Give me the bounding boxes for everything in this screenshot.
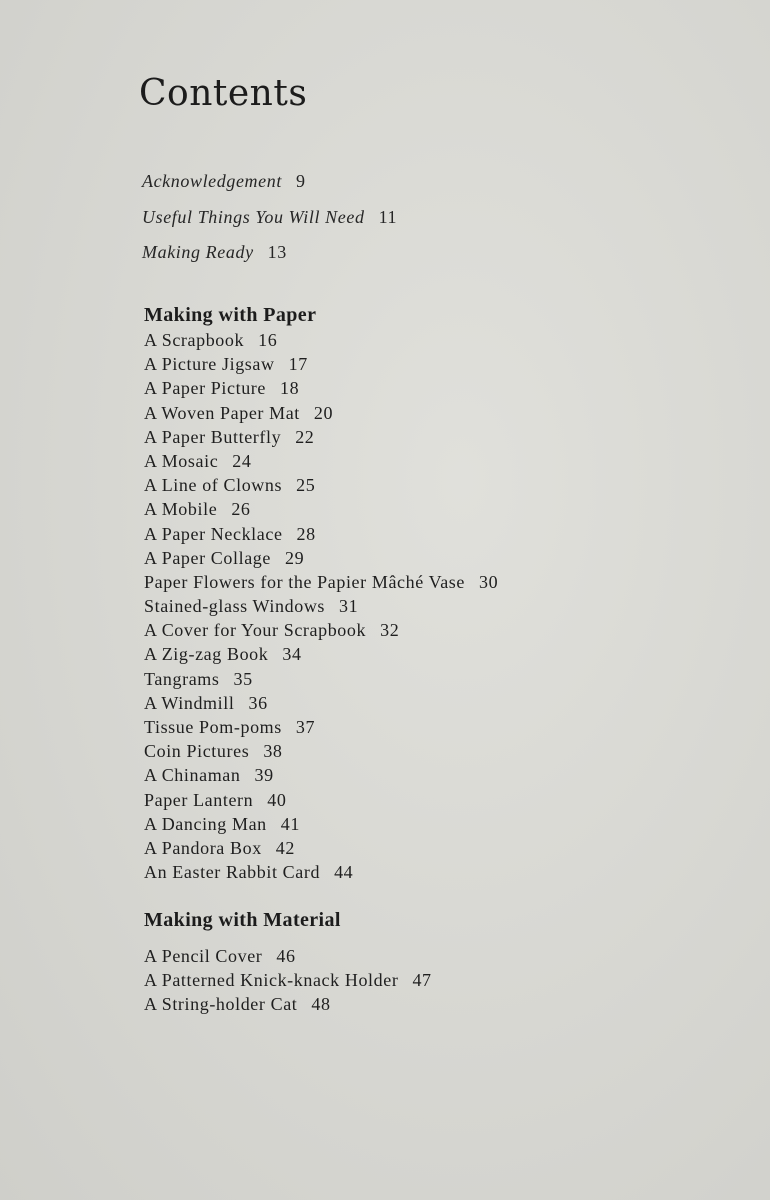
- entry-title: An Easter Rabbit Card: [144, 862, 321, 883]
- toc-entry: [144, 449, 498, 473]
- entry-title: A Windmill: [144, 692, 235, 713]
- toc-entry: [144, 715, 498, 739]
- page-title: Contents: [139, 73, 308, 115]
- entry-title: A Picture Jigsaw: [144, 354, 275, 375]
- section-making-with-paper: [144, 303, 498, 884]
- page-number: 47: [412, 970, 432, 991]
- entry-title: Coin Pictures: [144, 741, 250, 762]
- front-matter-list: [142, 168, 397, 275]
- page-number: 16: [258, 330, 278, 350]
- toc-entry: [144, 691, 498, 715]
- toc-entry: [144, 618, 498, 642]
- entry-title: A Dancing Man: [144, 813, 267, 834]
- entry-title: A Woven Paper Mat: [144, 402, 300, 423]
- front-matter-item: [142, 168, 397, 204]
- entry-title: A Paper Collage: [144, 547, 271, 568]
- entry-title: A Line of Clowns: [144, 475, 283, 496]
- page-number: 31: [339, 596, 359, 617]
- page-number: 11: [378, 206, 398, 227]
- entry-title: A Paper Picture: [144, 378, 266, 399]
- toc-entry: [144, 376, 498, 400]
- entry-title: A String-holder Cat: [144, 994, 298, 1015]
- page-number: 22: [295, 426, 315, 447]
- toc-entry: [144, 992, 432, 1016]
- entry-title: A Paper Necklace: [144, 523, 283, 544]
- page-number: 48: [311, 994, 331, 1015]
- page-number: 20: [313, 402, 334, 423]
- front-matter-item: [142, 239, 397, 275]
- page-number: 32: [380, 620, 400, 641]
- toc-entry: [144, 860, 498, 884]
- toc-entry: [144, 473, 498, 497]
- page-number: 30: [478, 571, 499, 592]
- entry-title: Useful Things You Will Need: [142, 206, 365, 227]
- page-number: 40: [267, 789, 287, 810]
- entry-list: [144, 944, 432, 1017]
- entry-title: Tissue Pom-poms: [144, 717, 282, 737]
- toc-entry: [144, 497, 498, 521]
- toc-entry: [144, 522, 498, 546]
- entry-list: [144, 328, 498, 884]
- page-number: 37: [295, 717, 316, 737]
- page-number: 42: [275, 837, 295, 858]
- page-number: 13: [267, 242, 287, 262]
- entry-title: A Scrapbook: [144, 330, 245, 350]
- entry-title: A Mosaic: [144, 450, 219, 471]
- page-number: 46: [276, 946, 296, 966]
- page-number: 41: [280, 813, 300, 834]
- toc-entry: [144, 642, 498, 666]
- page-number: 25: [296, 475, 316, 496]
- toc-entry: [144, 788, 498, 812]
- entry-title: Stained-glass Windows: [144, 596, 326, 617]
- page-number: 38: [263, 741, 283, 762]
- page-number: 29: [284, 547, 305, 568]
- entry-title: A Paper Butterfly: [144, 426, 282, 447]
- toc-entry: [144, 570, 498, 594]
- page-number: 36: [248, 692, 268, 713]
- entry-title: A Cover for Your Scrapbook: [144, 620, 367, 641]
- toc-entry: [144, 739, 498, 763]
- entry-title: A Zig-zag Book: [144, 644, 269, 665]
- toc-entry: [144, 812, 498, 836]
- toc-entry: [144, 594, 498, 618]
- entry-title: Tangrams: [144, 668, 220, 689]
- page-number: 17: [288, 354, 308, 375]
- section-making-with-material: [144, 908, 432, 1017]
- front-matter-item: [142, 204, 397, 240]
- page-number: 34: [282, 644, 302, 665]
- toc-entry: [144, 968, 432, 992]
- entry-title: A Mobile: [144, 499, 218, 520]
- page-number: 44: [334, 862, 354, 883]
- entry-title: Acknowledgement: [142, 171, 282, 191]
- toc-entry: [144, 836, 498, 860]
- page-number: 18: [279, 378, 300, 399]
- page-number: 9: [295, 171, 306, 191]
- entry-title: Paper Lantern: [144, 789, 254, 810]
- toc-entry: [144, 763, 498, 787]
- page-number: 24: [232, 450, 252, 471]
- page-number: 28: [296, 523, 316, 544]
- toc-entry: [144, 944, 432, 968]
- section-heading: Making with Material: [144, 909, 341, 931]
- toc-entry: [144, 328, 498, 352]
- entry-title: A Pandora Box: [144, 837, 262, 858]
- toc-entry: [144, 546, 498, 570]
- toc-entry: [144, 667, 498, 691]
- page-number: 39: [254, 765, 274, 786]
- toc-entry: [144, 401, 498, 425]
- toc-entry: [144, 425, 498, 449]
- entry-title: A Patterned Knick-knack Holder: [144, 970, 399, 991]
- page-number: 35: [233, 668, 253, 689]
- entry-title: Paper Flowers for the Papier Mâché Vase: [144, 571, 465, 592]
- entry-title: A Pencil Cover: [144, 946, 263, 966]
- section-heading: Making with Paper: [144, 304, 317, 326]
- toc-entry: [144, 352, 498, 376]
- entry-title: A Chinaman: [144, 765, 241, 786]
- entry-title: Making Ready: [142, 242, 254, 262]
- page-number: 26: [231, 499, 251, 520]
